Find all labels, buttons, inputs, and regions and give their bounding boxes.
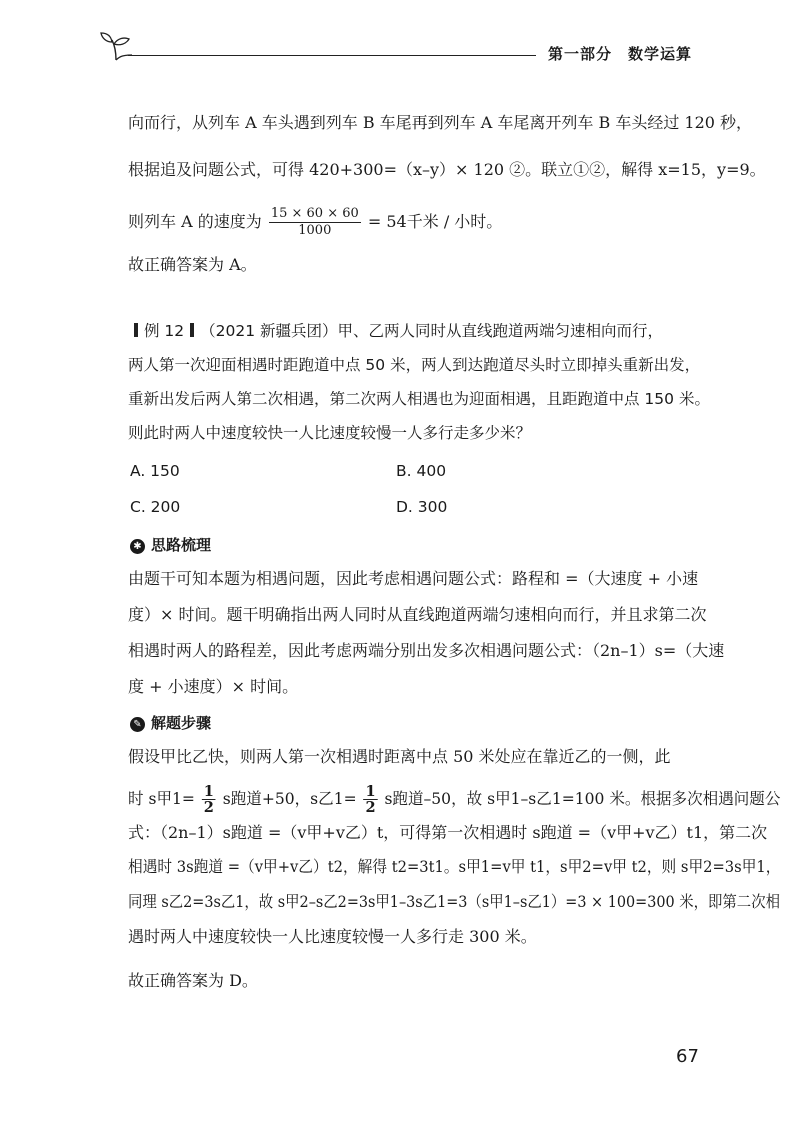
speed-formula-line xyxy=(128,206,502,239)
tag-bar xyxy=(134,323,138,337)
analysis-heading xyxy=(130,534,211,556)
example-line xyxy=(128,320,663,342)
text-line: 向而行，从列车 A 车头遇到列车 B 车尾再到列车 A 车尾离开列车 B 车头经过 120 秒， xyxy=(128,113,753,132)
header-rule xyxy=(128,55,536,56)
text-line: 相遇时 3s跑道 =（v甲+v乙）t2，解得 t2=3t1。s甲1=v甲 t1，s甲2=v甲 t2，则 s甲2=3s甲1， xyxy=(128,857,781,876)
fraction-numerator: 1 xyxy=(203,782,214,800)
tag-bar xyxy=(190,323,194,337)
idea-icon: ✱ xyxy=(130,539,145,554)
option-c: C. 200 xyxy=(130,498,181,516)
example-tag: 例 12 xyxy=(144,322,185,340)
text-line: 由题干可知本题为相遇问题，因此考虑相遇问题公式：路程和 =（大速度 + 小速 xyxy=(128,569,699,588)
example-text: （2021 新疆兵团）甲、乙两人同时从直线跑道两端匀速相向而行， xyxy=(200,322,664,340)
text-line: 相遇时两人的路程差，因此考虑两端分别出发多次相遇问题公式：（2n–1）s=（大速 xyxy=(128,641,725,660)
option-d: D. 300 xyxy=(396,498,448,516)
example-line: 重新出发后两人第二次相遇，第二次两人相遇也为迎面相遇，且距跑道中点 150 米。 xyxy=(128,390,710,408)
text-line: 式：（2n–1）s跑道 =（v甲+v乙）t，可得第一次相遇时 s跑道 =（v甲+v乙）t1，第二次 xyxy=(128,823,768,842)
fraction-denominator: 2 xyxy=(365,798,376,816)
text-segment: 时 s甲1= xyxy=(128,789,195,808)
formula-suffix: = 54千米 / 小时。 xyxy=(367,212,503,231)
fraction-denominator: 2 xyxy=(203,798,214,816)
option-b: B. 400 xyxy=(396,462,447,480)
text-line: 同理 s乙2=3s乙1，故 s甲2–s乙2=3s甲1–3s乙1=3（s甲1–s乙1）=3 × 100=300 米，即第二次相 xyxy=(128,892,780,911)
solution-title: 解题步骤 xyxy=(151,714,212,732)
section-title: 第一部分 数学运算 xyxy=(548,45,693,63)
fraction-half xyxy=(364,784,378,815)
fraction-numerator: 15 × 60 × 60 xyxy=(270,206,359,221)
solution-heading xyxy=(130,712,211,734)
example-line: 则此时两人中速度较快一人比速度较慢一人多行走多少米？ xyxy=(128,424,532,442)
text-line: 根据追及问题公式，可得 420+300=（x–y）× 120 ②。联立①②，解得 x=15，y=9。 xyxy=(128,160,766,179)
text-line: 假设甲比乙快，则两人第一次相遇时距离中点 50 米处应在靠近乙的一侧，此 xyxy=(128,747,671,766)
fraction-denominator: 1000 xyxy=(298,223,332,238)
analysis-title: 思路梳理 xyxy=(151,536,212,554)
text-line: 遇时两人中速度较快一人比速度较慢一人多行走 300 米。 xyxy=(128,927,537,946)
text-segment: s跑道–50，故 s甲1–s乙1=100 米。根据多次相遇问题公 xyxy=(384,789,781,808)
fraction-numerator: 1 xyxy=(365,782,376,800)
answer-line: 故正确答案为 D。 xyxy=(128,971,258,990)
text-line: 度）× 时间。题干明确指出两人同时从直线跑道两端匀速相向而行，并且求第二次 xyxy=(128,605,707,624)
text-line: 度 + 小速度）× 时间。 xyxy=(128,677,299,696)
page-number: 67 xyxy=(676,1046,699,1067)
sprout-icon xyxy=(98,30,134,62)
text-line xyxy=(128,784,780,815)
fraction-half xyxy=(202,784,216,815)
option-a: A. 150 xyxy=(130,462,180,480)
answer-line: 故正确答案为 A。 xyxy=(128,255,257,274)
text-segment: s跑道+50，s乙1= xyxy=(222,789,357,808)
fraction xyxy=(269,206,361,239)
example-line: 两人第一次迎面相遇时距跑道中点 50 米，两人到达跑道尽头时立即掉头重新出发， xyxy=(128,356,701,374)
pencil-icon: ✎ xyxy=(130,717,145,732)
formula-prefix: 则列车 A 的速度为 xyxy=(128,212,262,231)
